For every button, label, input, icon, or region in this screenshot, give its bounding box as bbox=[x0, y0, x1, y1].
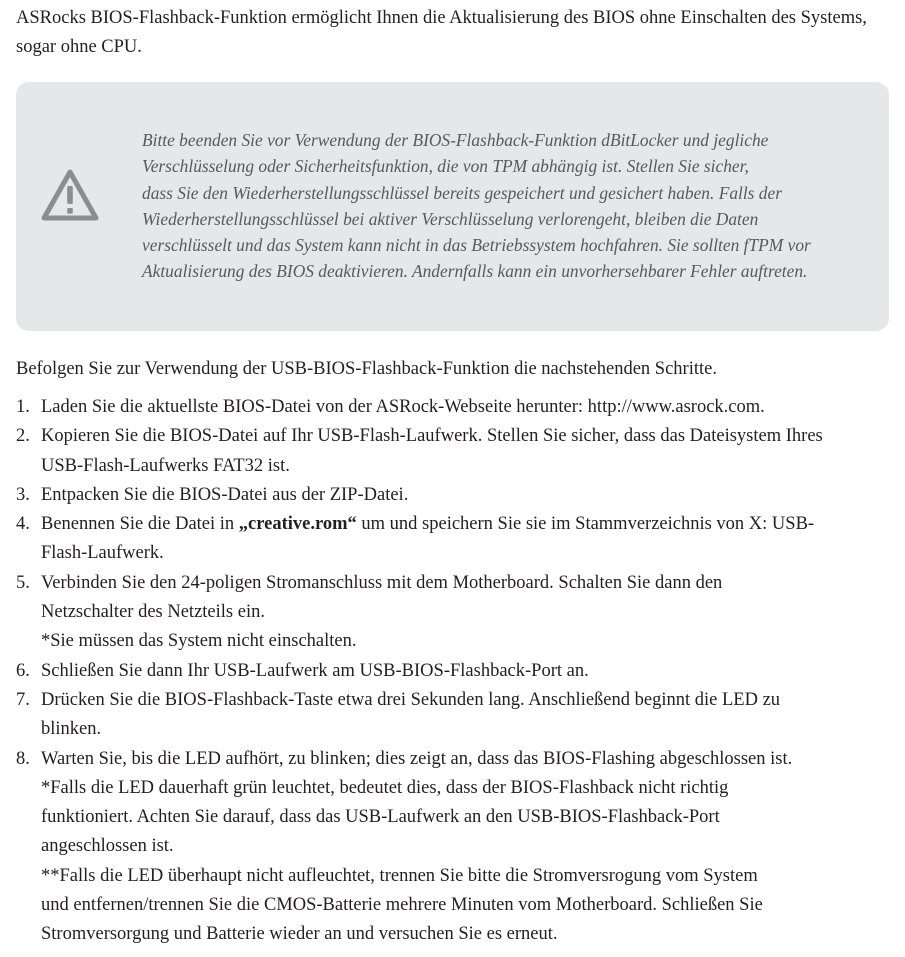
warning-callout bbox=[16, 82, 889, 331]
step-item bbox=[16, 393, 894, 422]
step-note: und entfernen/trennen Sie die CMOS-Batterie mehrere Minuten vom Motherboard. Schließen Sie bbox=[41, 895, 763, 916]
step-line: USB-Flash-Laufwerks FAT32 ist. bbox=[41, 455, 290, 476]
steps-list bbox=[16, 393, 894, 950]
step-number: 4. bbox=[16, 514, 30, 535]
step-line: Netzschalter des Netzteils ein. bbox=[41, 602, 265, 623]
step-item bbox=[16, 481, 894, 510]
warning-line: verschlüsselt und das System kann nicht in das Betriebssystem hochfahren. Sie sollten fTPM vor bbox=[142, 235, 811, 256]
step-line: Entpacken Sie die BIOS-Datei aus der ZIP-Datei. bbox=[41, 484, 409, 505]
step-item bbox=[16, 569, 894, 657]
step-note: funktioniert. Achten Sie darauf, dass das USB-Laufwerk an den USB-BIOS-Flashback-Port bbox=[41, 807, 720, 828]
step-number: 2. bbox=[16, 426, 30, 447]
step-text: um und speichern Sie sie im Stammverzeichnis von X: USB- bbox=[356, 514, 815, 535]
warning-text bbox=[142, 127, 862, 285]
warning-line: Aktualisierung des BIOS deaktivieren. Andernfalls kann ein unvorhersehbarer Fehler auftreten. bbox=[142, 261, 808, 282]
step-number: 7. bbox=[16, 689, 30, 710]
step-number: 5. bbox=[16, 572, 30, 593]
step-line: Schließen Sie dann Ihr USB-Laufwerk am USB-BIOS-Flashback-Port an. bbox=[41, 660, 589, 681]
step-number: 1. bbox=[16, 397, 30, 417]
step-line: Flash-Laufwerk. bbox=[41, 543, 164, 564]
warning-line: Bitte beenden Sie vor Verwendung der BIOS-Flashback-Funktion dBitLocker und jegliche bbox=[142, 130, 769, 150]
step-line: Verbinden Sie den 24-poligen Stromanschluss mit dem Motherboard. Schalten Sie dann den bbox=[41, 572, 723, 593]
step-number: 8. bbox=[16, 748, 30, 769]
step-line: Laden Sie die aktuellste BIOS-Datei von der ASRock-Webseite herunter: http://www.asrock.com. bbox=[41, 397, 765, 417]
warning-line: Verschlüsselung oder Sicherheitsfunktion, die von TPM abhängig ist. Stellen Sie sicher, bbox=[142, 156, 749, 177]
step-line: Warten Sie, bis die LED aufhört, zu blinken; dies zeigt an, dass das BIOS-Flashing abgeschlossen ist. bbox=[41, 748, 793, 769]
warning-line: Wiederherstellungsschlüssel bei aktiver Verschlüsselung verlorengeht, bleiben die Daten bbox=[142, 208, 759, 229]
intro-paragraph: ASRocks BIOS-Flashback-Funktion ermöglicht Ihnen die Aktualisierung des BIOS ohne Einschalten des Systems, sogar ohne CPU. bbox=[16, 8, 867, 57]
step-number: 6. bbox=[16, 660, 30, 681]
step-line: Drücken Sie die BIOS-Flashback-Taste etwa drei Sekunden lang. Anschließend beginnt die LED zu bbox=[41, 689, 781, 710]
steps-intro: Befolgen Sie zur Verwendung der USB-BIOS-Flashback-Funktion die nachstehenden Schritte. bbox=[16, 359, 717, 379]
step-note: Stromversorgung und Batterie wieder an und versuchen Sie es erneut. bbox=[41, 924, 558, 945]
step-item bbox=[16, 657, 894, 686]
step-note: *Falls die LED dauerhaft grün leuchtet, bedeutet dies, dass der BIOS-Flashback nicht richtig bbox=[41, 777, 729, 798]
step-item bbox=[16, 686, 894, 745]
step-note: **Falls die LED überhaupt nicht aufleuchtet, trennen Sie bitte die Stromversrogung vom System bbox=[41, 865, 758, 886]
step-number: 3. bbox=[16, 484, 30, 505]
filename-highlight: „creative.rom“ bbox=[238, 514, 357, 535]
step-line bbox=[41, 510, 894, 539]
step-text: Benennen Sie die Datei in bbox=[41, 514, 239, 535]
step-line: Kopieren Sie die BIOS-Datei auf Ihr USB-Flash-Laufwerk. Stellen Sie sicher, dass das Dateisystem Ihres bbox=[41, 426, 823, 447]
step-item bbox=[16, 422, 894, 481]
step-note: angeschlossen ist. bbox=[41, 836, 174, 857]
step-line: blinken. bbox=[41, 719, 102, 740]
step-item bbox=[16, 745, 894, 950]
step-note: *Sie müssen das System nicht einschalten. bbox=[41, 631, 357, 652]
warning-line: dass Sie den Wiederherstellungsschlüssel bereits gespeichert und gesichert haben. Falls der bbox=[142, 182, 782, 203]
warning-triangle-icon bbox=[40, 168, 100, 222]
step-item bbox=[16, 510, 894, 569]
